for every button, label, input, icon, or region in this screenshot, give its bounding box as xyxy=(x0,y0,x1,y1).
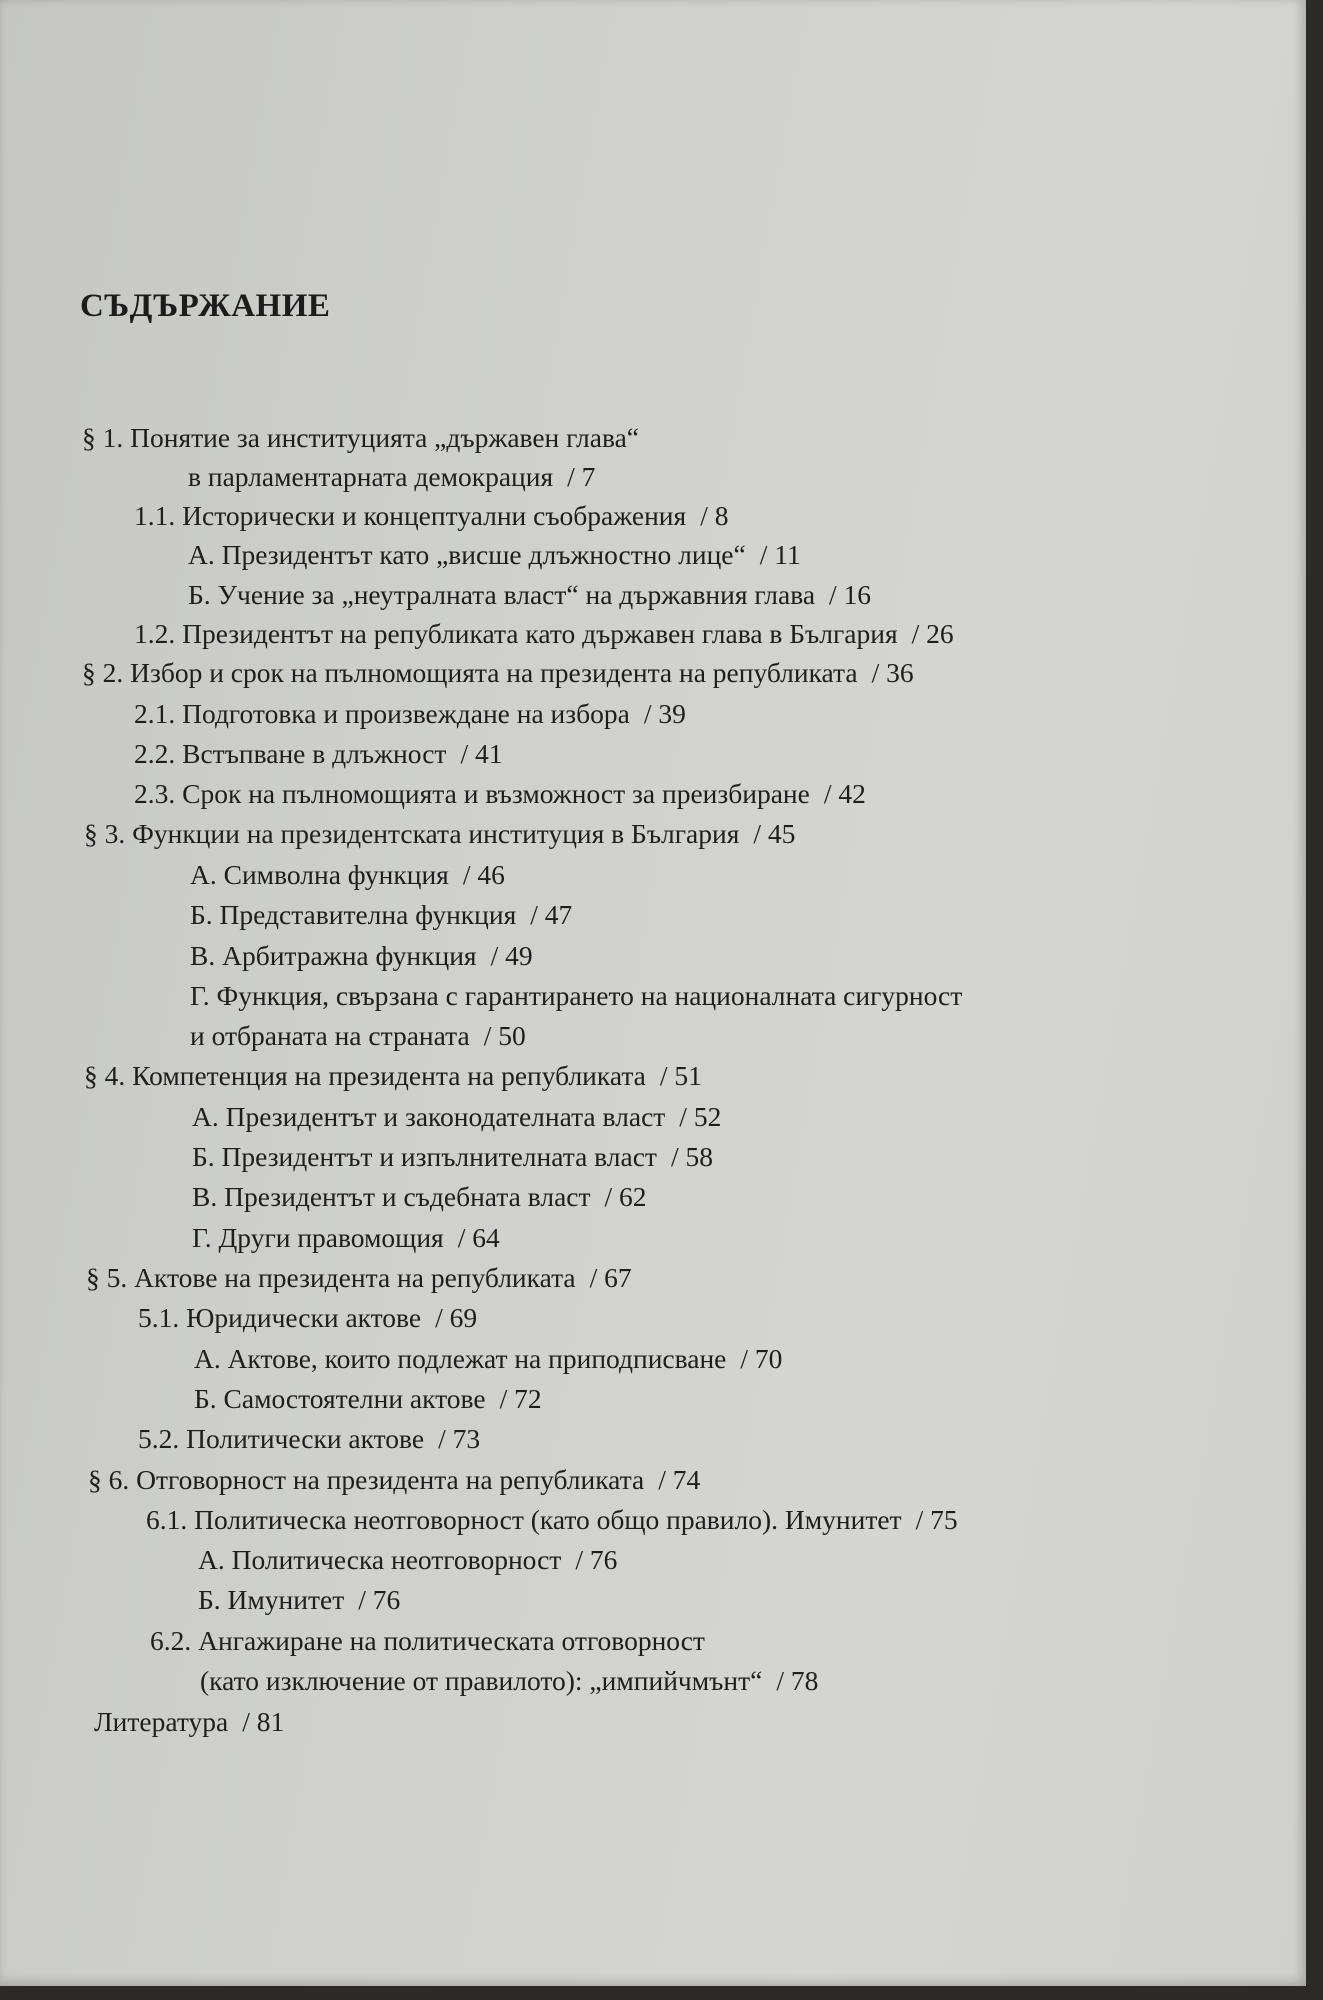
toc-entry-text: в парламентарната демокрация xyxy=(188,461,554,492)
toc-entry xyxy=(190,1022,526,1050)
toc-entry xyxy=(134,502,728,530)
toc-entry-page-number: / 67 xyxy=(590,1262,632,1293)
toc-entry-text: 2.2. Встъпване в длъжност xyxy=(134,738,447,769)
toc-entry xyxy=(150,1627,705,1655)
toc-entry-page-number: / 47 xyxy=(530,899,572,930)
toc-entry-page-number: / 74 xyxy=(658,1464,700,1495)
toc-entry xyxy=(146,1506,958,1534)
toc-entry xyxy=(194,1385,542,1413)
toc-entry xyxy=(88,1466,700,1494)
toc-entry-page-number: / 76 xyxy=(575,1544,617,1575)
toc-entry-page-number: / 75 xyxy=(916,1504,958,1535)
toc-entry-text: Б. Учение за „неутралната власт“ на държавния глава xyxy=(188,579,816,610)
toc-entry-page-number: / 76 xyxy=(358,1584,400,1615)
toc-entry-page-number: / 73 xyxy=(438,1423,480,1454)
toc-entry-text: 1.2. Президентът на републиката като държавен глава в България xyxy=(134,618,898,649)
toc-entry-text: Г. Функция, свързана с гарантирането на националната сигурност xyxy=(190,980,963,1011)
toc-entry-text: Литература xyxy=(94,1706,229,1737)
toc-entry-page-number: / 64 xyxy=(458,1222,500,1253)
toc-entry-page-number: / 36 xyxy=(872,657,914,688)
toc-entry-text: В. Президентът и съдебната власт xyxy=(192,1181,591,1212)
toc-entry-text: § 5. Актове на президента на републиката xyxy=(86,1262,576,1293)
toc-entry-text: и отбраната на страната xyxy=(190,1020,470,1051)
toc-entry xyxy=(82,659,914,687)
toc-entry-text: В. Арбитражна функция xyxy=(190,940,477,971)
toc-entry xyxy=(198,1546,617,1574)
toc-entry-page-number: / 69 xyxy=(435,1302,477,1333)
toc-entry xyxy=(194,1345,782,1373)
toc-entry-text: (като изключение от правилото): „импийчмънт“ xyxy=(200,1665,763,1696)
toc-entry-text: А. Президентът като „висше длъжностно лице“ xyxy=(188,539,746,570)
toc-entry-text: А. Символна функция xyxy=(190,859,449,890)
toc-entry-text: § 6. Отговорност на президента на републиката xyxy=(88,1464,645,1495)
toc-entry-page-number: / 8 xyxy=(700,500,728,531)
toc-entry xyxy=(134,740,502,768)
toc-entry-page-number: / 49 xyxy=(491,940,533,971)
toc-entry-page-number: / 50 xyxy=(484,1020,526,1051)
toc-entry xyxy=(134,620,954,648)
toc-entry-text: Б. Представителна функция xyxy=(190,899,517,930)
toc-entry-text: 6.2. Ангажиране на политическата отговорност xyxy=(150,1625,705,1656)
toc-entry xyxy=(190,942,533,970)
toc-entry-page-number: / 7 xyxy=(567,461,595,492)
toc-entry-page-number: / 41 xyxy=(460,738,502,769)
toc-entry xyxy=(134,780,866,808)
toc-entry-page-number: / 11 xyxy=(760,539,801,570)
toc-entry-page-number: / 26 xyxy=(912,618,954,649)
toc-entry-text: А. Президентът и законодателната власт xyxy=(192,1101,666,1132)
toc-entry xyxy=(190,901,572,929)
toc-entry-text: 1.1. Исторически и концептуални съображения xyxy=(134,500,687,531)
toc-entry xyxy=(188,581,871,609)
toc-entry-text: А. Политическа неотговорност xyxy=(198,1544,562,1575)
toc-entry-text: § 4. Компетенция на президента на републиката xyxy=(84,1060,646,1091)
toc-entry xyxy=(192,1183,647,1211)
toc-entry-text: § 1. Понятие за институцията „държавен глава“ xyxy=(82,422,639,453)
toc-entry xyxy=(188,463,595,491)
toc-entry xyxy=(192,1224,500,1252)
toc-entry xyxy=(188,541,801,569)
toc-entry-page-number: / 70 xyxy=(740,1343,782,1374)
toc-entry xyxy=(190,982,962,1010)
toc-entry xyxy=(82,424,639,452)
toc-entry xyxy=(138,1425,480,1453)
toc-entry-page-number: / 62 xyxy=(605,1181,647,1212)
toc-entry-page-number: / 72 xyxy=(500,1383,542,1414)
toc-entry-page-number: / 46 xyxy=(463,859,505,890)
toc-entry-text: 2.3. Срок на пълномощията и възможност за преизбиране xyxy=(134,778,810,809)
toc-entry-text: 5.2. Политически актове xyxy=(138,1423,425,1454)
toc-entry-text: 5.1. Юридически актове xyxy=(138,1302,422,1333)
toc-entry-page-number: / 39 xyxy=(644,698,686,729)
toc-entry-page-number: / 81 xyxy=(242,1706,284,1737)
toc-entry-text: Б. Имунитет xyxy=(198,1584,345,1615)
toc-entry-page-number: / 42 xyxy=(824,778,866,809)
toc-entry-text: Б. Самостоятелни актове xyxy=(194,1383,486,1414)
toc-entry-page-number: / 45 xyxy=(753,818,795,849)
toc-entry xyxy=(192,1103,721,1131)
toc-entry-text: § 3. Функции на президентската институция в България xyxy=(84,818,740,849)
toc-entry xyxy=(86,1264,632,1292)
toc-entry-page-number: / 78 xyxy=(776,1665,818,1696)
toc-entry-page-number: / 52 xyxy=(679,1101,721,1132)
toc-entry xyxy=(198,1586,400,1614)
toc-entry xyxy=(190,861,505,889)
toc-entry xyxy=(134,700,686,728)
toc-entry xyxy=(192,1143,713,1171)
toc-entry-text: § 2. Избор и срок на пълномощията на президента на републиката xyxy=(82,657,858,688)
toc-entry-text: 2.1. Подготовка и произвеждане на избора xyxy=(134,698,630,729)
toc-entry-text: 6.1. Политическа неотговорност (като общо правило). Имунитет xyxy=(146,1504,902,1535)
toc-entry xyxy=(200,1667,818,1695)
toc-entry xyxy=(94,1708,284,1736)
toc-entry-text: Б. Президентът и изпълнителната власт xyxy=(192,1141,657,1172)
toc-entry-text: Г. Други правомощия xyxy=(192,1222,444,1253)
toc-entry-page-number: / 58 xyxy=(671,1141,713,1172)
toc-entry xyxy=(138,1304,477,1332)
toc-entry xyxy=(84,820,795,848)
page-title: СЪДЪРЖАНИЕ xyxy=(80,288,331,324)
toc-entry-page-number: / 16 xyxy=(829,579,871,610)
toc-entry-text: А. Актове, които подлежат на приподписване xyxy=(194,1343,727,1374)
toc-entry-page-number: / 51 xyxy=(660,1060,702,1091)
toc-entry xyxy=(84,1062,702,1090)
